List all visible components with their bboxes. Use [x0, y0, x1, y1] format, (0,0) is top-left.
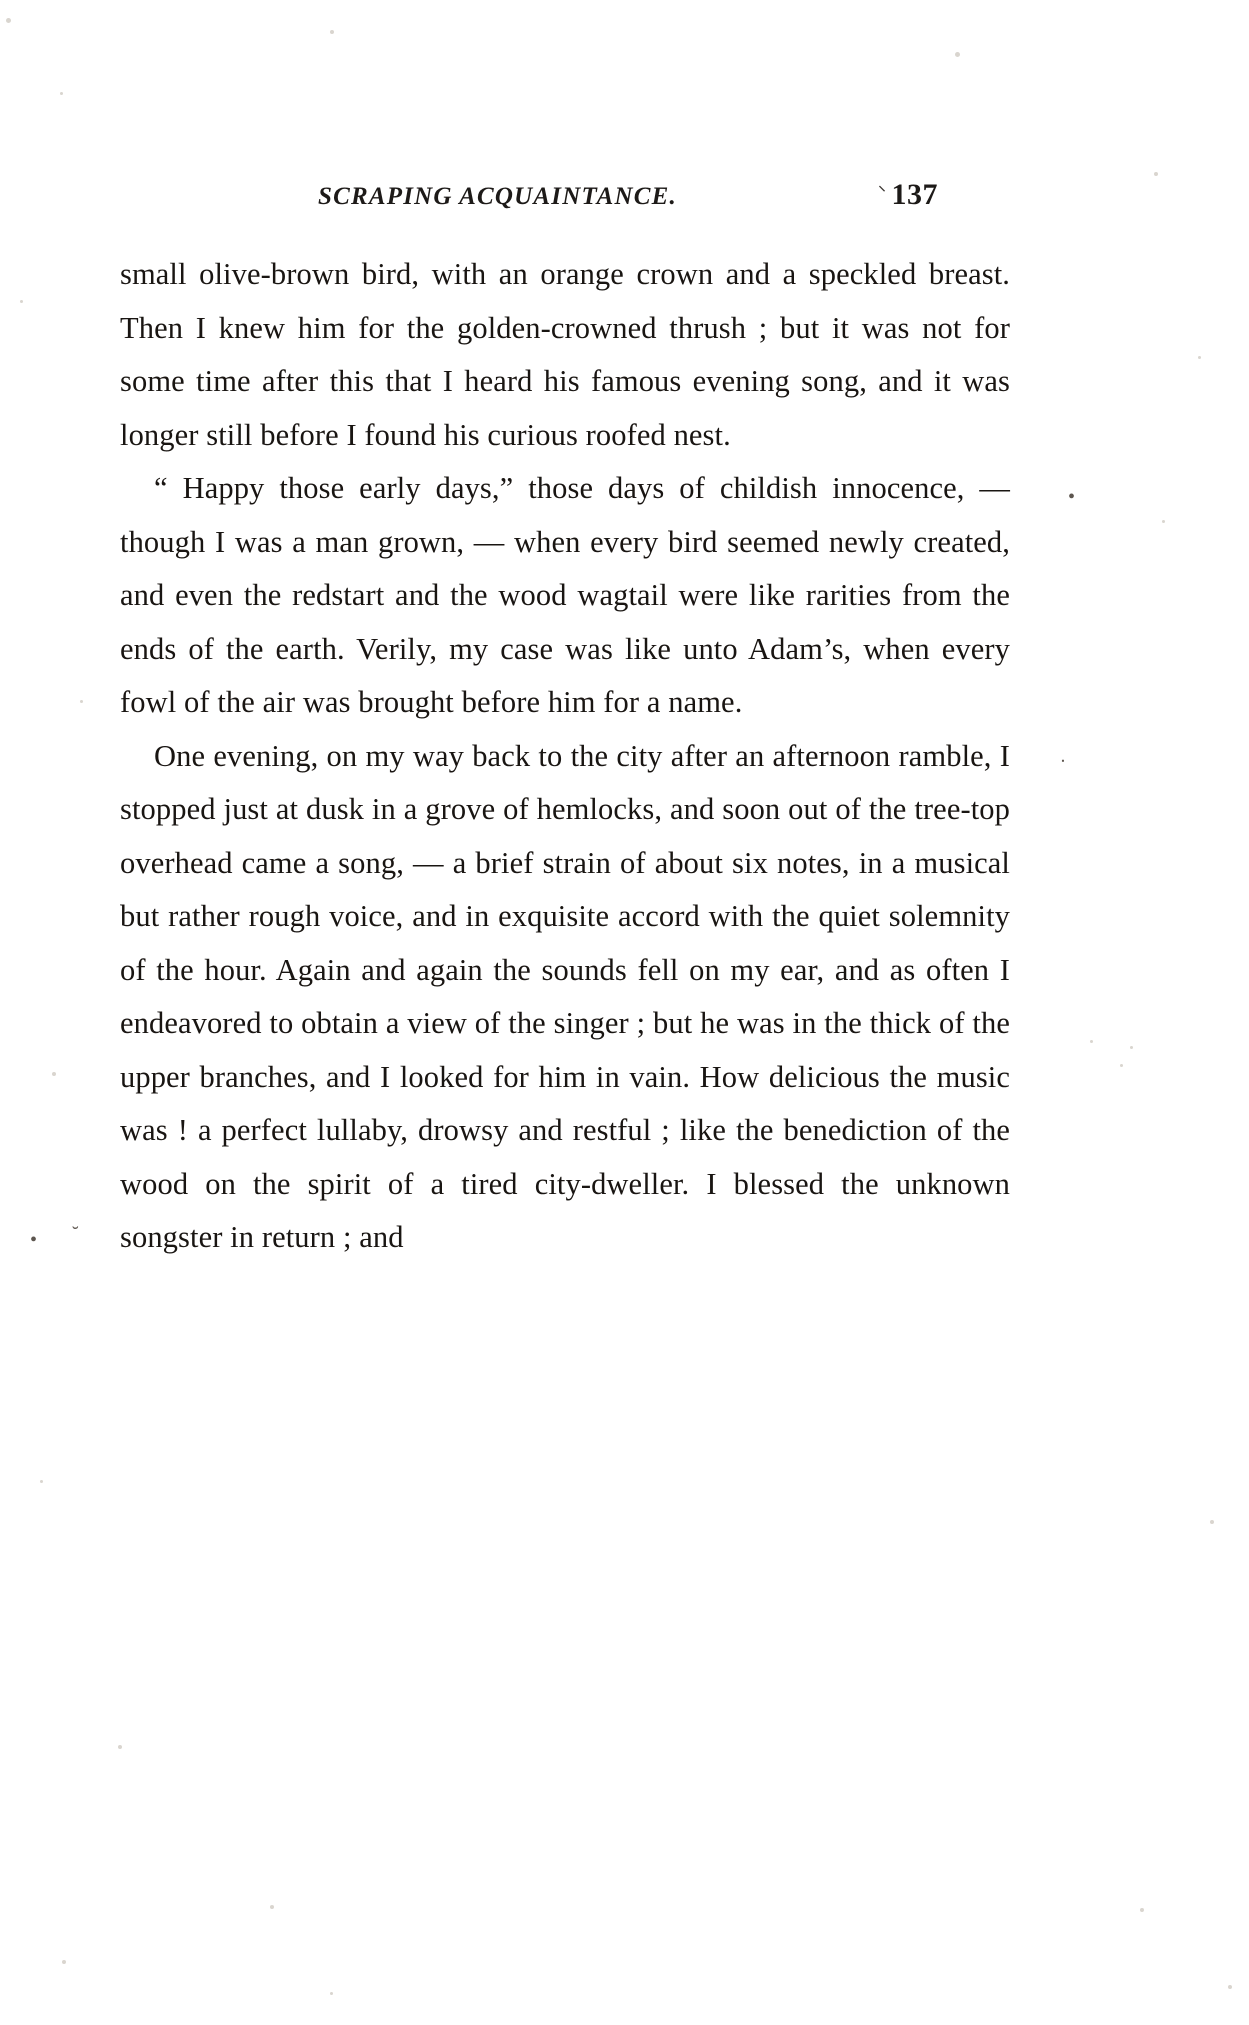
margin-mark: • — [30, 1229, 38, 1251]
page-body — [120, 248, 1010, 1265]
margin-mark: ˘ — [72, 1223, 79, 1245]
page-number: ⸌ 137 — [892, 178, 939, 212]
running-head-title: SCRAPING ACQUAINTANCE. — [318, 183, 677, 210]
paragraph: small olive-brown bird, with an orange crown and a speckled breast. Then I knew him for the golden-crowned thrush ; but it was not for some time after this that I heard his famous evening song, and it was longer still before I found his curious roofed nest. — [120, 257, 1010, 452]
paragraph: One evening, on my way back to the city after an afternoon ramble, I stopped just at dusk in a grove of hemlocks, and soon out of the tree-top overhead came a song, — a brief strain of about six notes, in a musical but rather rough voice, and in exquisite accord with the quiet solemnity of the hour. Again and again the sounds fell on my ear, and as often I endeavored to obtain a view of the singer ; but he was in the thick of the upper branches, and I looked for him in vain. How delicious the music was ! a perfect lullaby, drowsy and restful ; like the benediction of the wood on the spirit of a tired city-dweller. I blessed the unknown songster in return ; and — [120, 738, 1010, 1254]
paragraph: “ Happy those early days,” those days of childish innocence, — though I was a man grown, — when every bird seemed newly created, and even the redstart and the wood wagtail were like rarities from the ends of the earth. Verily, my case was like unto Adam’s, when every fowl of the air was brought before him for a name. — [120, 471, 1010, 719]
running-head — [318, 178, 938, 212]
margin-mark: • — [1068, 486, 1076, 508]
margin-mark: ᐧ — [1060, 751, 1066, 773]
